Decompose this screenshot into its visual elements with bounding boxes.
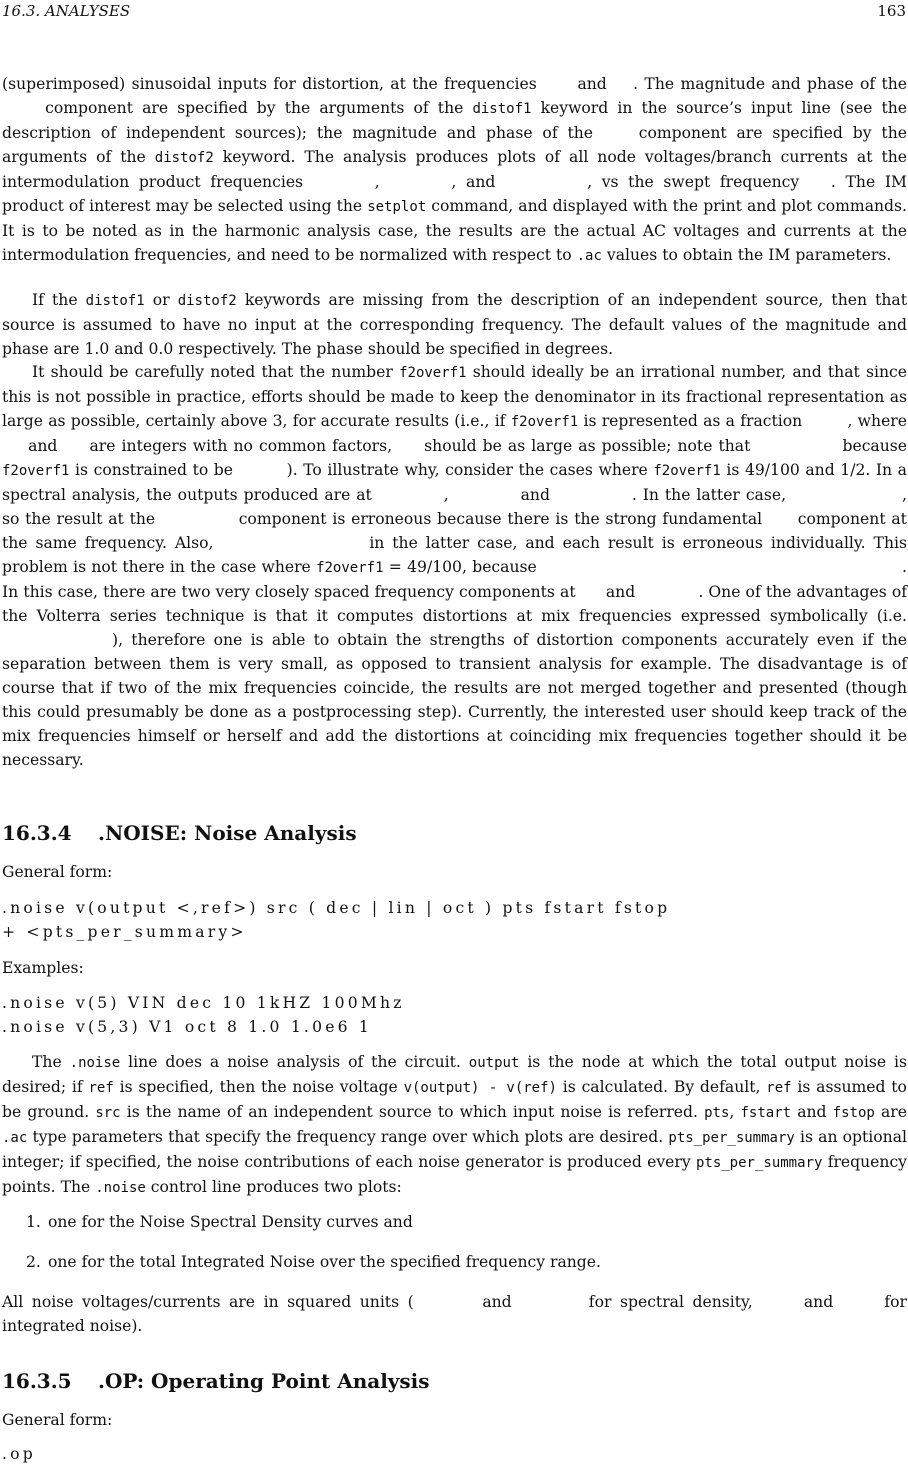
list-item [26,1250,601,1274]
general-form-label-noise: General form: [2,863,113,881]
text-run: or [152,291,170,309]
text-run: for integrated noise). [2,1293,907,1335]
text-run: type parameters that specify the frequency range over which plots are desired. [32,1128,664,1146]
text-run: and [605,583,636,601]
text-run: command, and displayed with the print and plot commands. It is to be noted as in the harmonic analysis case, the results are the actual AC voltages and currents at the intermodulation frequencies, and need to be normalized with respect to [2,197,907,264]
section-heading-noise [2,820,357,846]
running-head-section: 16.3. ANALYSES [2,2,131,20]
text-run: and [520,486,550,504]
text-run: and [803,1293,834,1311]
inline-code: src [95,1105,121,1121]
op-form-line: .op [2,1445,36,1463]
noise-form-line-2: + <pts_per_summary> [2,923,247,941]
text-run: and [797,1103,827,1121]
inline-code: pts [704,1105,730,1121]
text-run: keyword in the source’s input line (see the description of independent sources); the magnitude and phase of the [2,99,907,142]
text-run: . In the latter case, [631,486,787,504]
text-run: is specified, then the noise voltage [119,1078,398,1096]
text-run: The [32,1053,62,1071]
text-run: component are specified by the arguments of the [45,99,464,117]
text-run: = 49/100, because [388,558,537,576]
text-run: and [482,1293,512,1311]
inline-code: distof2 [177,293,237,309]
section-number: 16.3.4 [2,821,72,845]
text-run: should ideally be an irrational number, and that since this is not possible in practice, efforts should be made to keep the denominator in its fractional representation as large as possible, certainly above 3, for accurate results (i.e., if [2,363,907,430]
text-run: and [577,75,607,93]
text-run: and [28,437,58,455]
text-run: ). To illustrate why, consider the cases where [286,461,648,479]
inline-code: .ac [2,1130,28,1146]
keyword-distof1: distof1 [472,101,532,117]
text-run: . In this case, there are two very closely spaced frequency components at [2,558,907,601]
text-run: , [443,486,449,504]
text-run: is the name of an independent source to which input noise is referred. [126,1103,698,1121]
text-run: It should be carefully noted that the number [32,363,393,381]
text-run: because [842,437,907,455]
text-run: should be as large as possible; note that [424,437,751,455]
text-run: 2. [26,1253,41,1271]
text-run: , [729,1103,735,1121]
paragraph-distortion-inputs [2,72,907,268]
text-run: line does a noise analysis of the circuit. [128,1053,461,1071]
text-run: is constrained to be [75,461,234,479]
text-run: is calculated. By default, [562,1078,761,1096]
text-run: is an optional integer; if specified, the noise contributions of each noise generator is produced every [2,1128,907,1171]
inline-code: fstop [832,1105,875,1121]
text-run: is 49/100 and 1/2. In a spectral analysis, the outputs produced are at [2,461,907,504]
inline-code: .noise [95,1180,146,1196]
section-title: .NOISE: Noise Analysis [98,821,357,845]
inline-code: f2overf1 [510,414,579,430]
text-run: . The IM product of interest may be selected using the [2,173,907,215]
inline-code: distof1 [85,293,145,309]
inline-code: ref [766,1080,792,1096]
section-title: .OP: Operating Point Analysis [98,1369,430,1393]
keyword-distof2: distof2 [154,150,214,166]
paragraph-missing-keywords [2,288,907,361]
section-number: 16.3.5 [2,1369,72,1393]
keyword-ac: .ac [576,248,602,264]
text-run: (superimposed) sinusoidal inputs for distortion, at the frequencies [2,75,537,93]
text-run: is assumed to be ground. [2,1078,907,1121]
page-number: 163 [877,2,906,20]
inline-code: f2overf1 [316,560,384,576]
general-form-label-op: General form: [2,1411,113,1429]
text-run: All noise voltages/currents are in squared units ( [2,1293,414,1311]
text-run: are integers with no common factors, [89,437,393,455]
text-run: , where [847,412,907,430]
text-run: , [374,173,380,191]
inline-code: f2overf1 [399,365,467,381]
inline-code: fstart [740,1105,792,1121]
text-run: , so the result at the [2,486,907,528]
text-run: . The magnitude and phase of the [633,75,907,93]
command-setplot: setplot [367,199,427,215]
text-run: If the [32,291,78,309]
text-run: one for the total Integrated Noise over the specified frequency range. [48,1253,601,1271]
inline-code: pts_per_summary [695,1155,823,1171]
section-heading-op [2,1368,430,1394]
inline-code: f2overf1 [653,463,721,479]
inline-code: pts_per_summary [668,1130,795,1146]
text-run: frequency points. The [2,1153,907,1196]
text-run: are [880,1103,907,1121]
inline-code: output [468,1055,520,1071]
text-run: , vs the swept frequency [587,173,800,191]
noise-example-2: .noise v(5,3) V1 oct 8 1.0 1.0e6 1 [2,1018,373,1036]
paragraph-f2overf1 [2,360,907,772]
paragraph-noise-units [2,1290,907,1338]
inline-code: v(output) - v(ref) [403,1080,557,1096]
text-run: . One of the advantages of the Volterra series technique is that it computes distortions at mix frequencies expressed symbolically (i.e. [2,583,907,625]
inline-code: f2overf1 [2,463,70,479]
text-run: , and [451,173,496,191]
text-run: keyword. The analysis produces plots of all node voltages/branch currents at the intermodulation product frequencies [2,148,907,191]
text-run: control line produces two plots: [150,1178,402,1196]
text-run: values to obtain the IM parameters. [606,246,892,264]
text-run: component are specified by the arguments of the [2,124,907,166]
text-run: 1. [26,1213,41,1231]
text-run: ), therefore one is able to obtain the strengths of distortion components accurately even if the separation between them is very small, as opposed to transient analysis for example. The disadvantage is of course that if two of the mix frequencies coincide, the results are not merged together and presented (though this could presumably be done as a postprocessing step). Currently, the interested user should keep track of the mix frequencies himself or herself and add the distortions at coinciding mix frequencies together should it be necessary. [2,631,907,769]
text-run: is represented as a fraction [583,412,803,430]
text-run: keywords are missing from the description of an independent source, then that source is assumed to have no input at the corresponding frequency. The default values of the magnitude and phase are 1.0 and 0.0 respectively. The phase should be specified in degrees. [2,291,907,358]
text-run: for spectral density, [588,1293,753,1311]
noise-example-1: .noise v(5) VIN dec 10 1kHZ 100Mhz [2,994,405,1012]
text-run: in the latter case, and each result is erroneous individually. This problem is not there in the case where [2,534,907,576]
running-head [2,0,906,22]
text-run: component is erroneous because there is the strong fundamental [238,510,763,528]
paragraph-noise-description [2,1050,907,1200]
inline-code: ref [88,1080,114,1096]
list-item [26,1210,413,1234]
noise-form-line-1: .noise v(output <,ref>) src ( dec | lin | oct ) pts fstart fstop [2,899,671,917]
text-run: one for the Noise Spectral Density curves and [48,1213,413,1231]
text-run: is the node at which the total output noise is desired; if [2,1053,908,1096]
examples-label-noise: Examples: [2,959,84,977]
text-run: component at the same frequency. Also, [2,510,907,552]
inline-code: .noise [69,1055,121,1071]
